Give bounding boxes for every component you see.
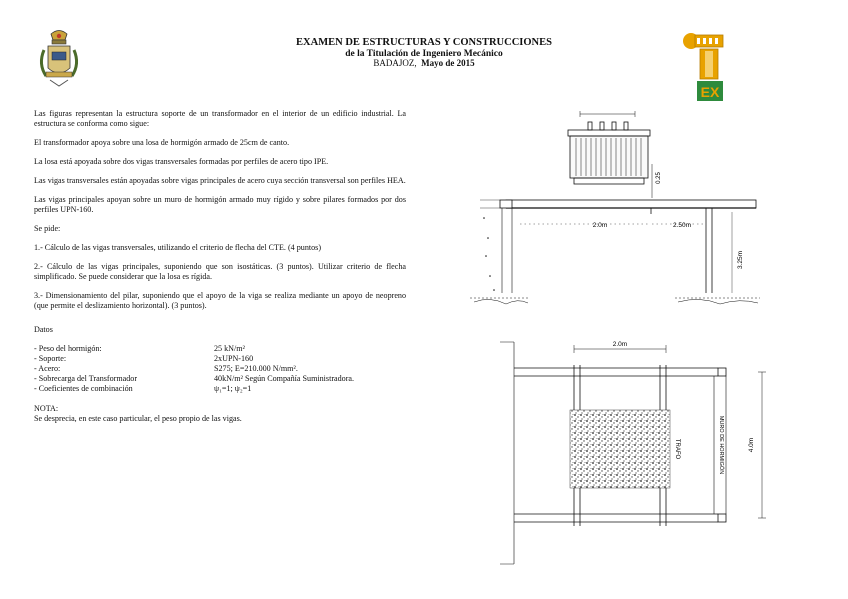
exam-subtitle: de la Titulación de Ingeniero Mecánico [345, 48, 503, 59]
nota-heading: NOTA: [34, 404, 59, 413]
datos-value: 2xUPN-160 [214, 354, 254, 363]
elevation-figure [470, 108, 760, 313]
exam-date: Mayo de 2015 [421, 57, 475, 68]
transformer-base [574, 178, 644, 184]
bushing [600, 122, 604, 130]
column-bottom [718, 514, 726, 522]
intro-paragraph: La losa está apoyada sobre dos vigas transversales formadas por perfiles de acero tipo IPE. [34, 157, 329, 166]
datos-row [34, 364, 354, 374]
question-item: 3.- Dimensionamiento del pilar, suponiendo que el apoyo de la viga se realiza mediante un apoyo de neopreno (que permite el deslizamiento horizontal). (3 puntos). [34, 291, 406, 310]
datos-table [34, 344, 354, 394]
slab [506, 200, 756, 208]
wall-label: MURO DE HORMIGÓN [718, 415, 724, 475]
datos-label: - Acero: [34, 364, 61, 373]
datos-label: - Sobrecarga del Transformador [34, 374, 138, 383]
question-item: 1.- Cálculo de las vigas transversales, utilizando el criterio de flecha del CTE. (4 puntos) [34, 243, 322, 252]
intro-paragraph: Las vigas transversales están apoyadas sobre vigas principales de acero cuya sección transversal son perfiles HEA. [34, 176, 406, 185]
datos-value: 40kN/m² Según Compañía Suministradora. [214, 374, 355, 383]
exam-title: EXAMEN DE ESTRUCTURAS Y CONSTRUCCIONES [296, 37, 552, 48]
dim-top: 2.0m [612, 341, 628, 348]
column-top [718, 368, 726, 376]
nota-text: Se desprecia, en este caso particular, el peso propio de las vigas. [34, 414, 242, 423]
datos-row [34, 344, 354, 354]
datos-row [34, 384, 354, 394]
dim-height: 3.25m [737, 250, 744, 270]
bushing [588, 122, 592, 130]
dim-span-right: 2.50m [672, 222, 692, 229]
datos-value: ψ₁=1; ψ₂=1 [214, 384, 252, 393]
datos-label: - Soporte: [34, 354, 67, 363]
dim-slab: 0.25 [656, 172, 662, 184]
datos-heading: Datos [34, 325, 53, 334]
transformer-plan [570, 410, 670, 488]
intro-paragraph: Las figuras representan la estructura soporte de un transformador en el interior de un edificio industrial. La estructura se conforma como sigue: [34, 109, 406, 128]
trafo-label: TRAFO [674, 438, 680, 460]
exam-header [0, 37, 848, 69]
datos-label: - Peso del hormigón: [34, 344, 102, 353]
bushing [624, 122, 628, 130]
question-item: 2.- Cálculo de las vigas principales, suponiendo que son isostáticas. (3 puntos). Utilizar criterio de flecha simplificado. Se puede considerar que la losa es rígida. [34, 262, 406, 281]
datos-value: S275; E=210.000 N/mm². [214, 364, 298, 373]
plan-figure [496, 330, 776, 575]
datos-value: 25 kN/m² [214, 344, 245, 353]
datos-row [34, 374, 354, 384]
intro-paragraph: El transformador apoya sobre una losa de hormigón armado de 25cm de canto. [34, 138, 290, 147]
transformer-body [570, 136, 648, 178]
nota-block [34, 404, 406, 424]
se-pide-heading: Se pide: [34, 224, 61, 233]
dim-span-left: 2.0m [592, 222, 608, 229]
exam-place: BADAJOZ, [373, 57, 417, 68]
dim-right: 4.0m [748, 437, 755, 453]
transformer-lid [568, 130, 650, 136]
svg-text:EX: EX [700, 84, 720, 100]
datos-row [34, 354, 354, 364]
exam-place-date [0, 59, 848, 69]
intro-paragraph: Las vigas principales apoyan sobre un muro de hormigón armado muy rígido y sobre pilares formados por dos perfiles UPN-160. [34, 195, 406, 214]
bushing [612, 122, 616, 130]
exam-statement [34, 109, 406, 433]
datos-label: - Coeficientes de combinación [34, 384, 133, 393]
